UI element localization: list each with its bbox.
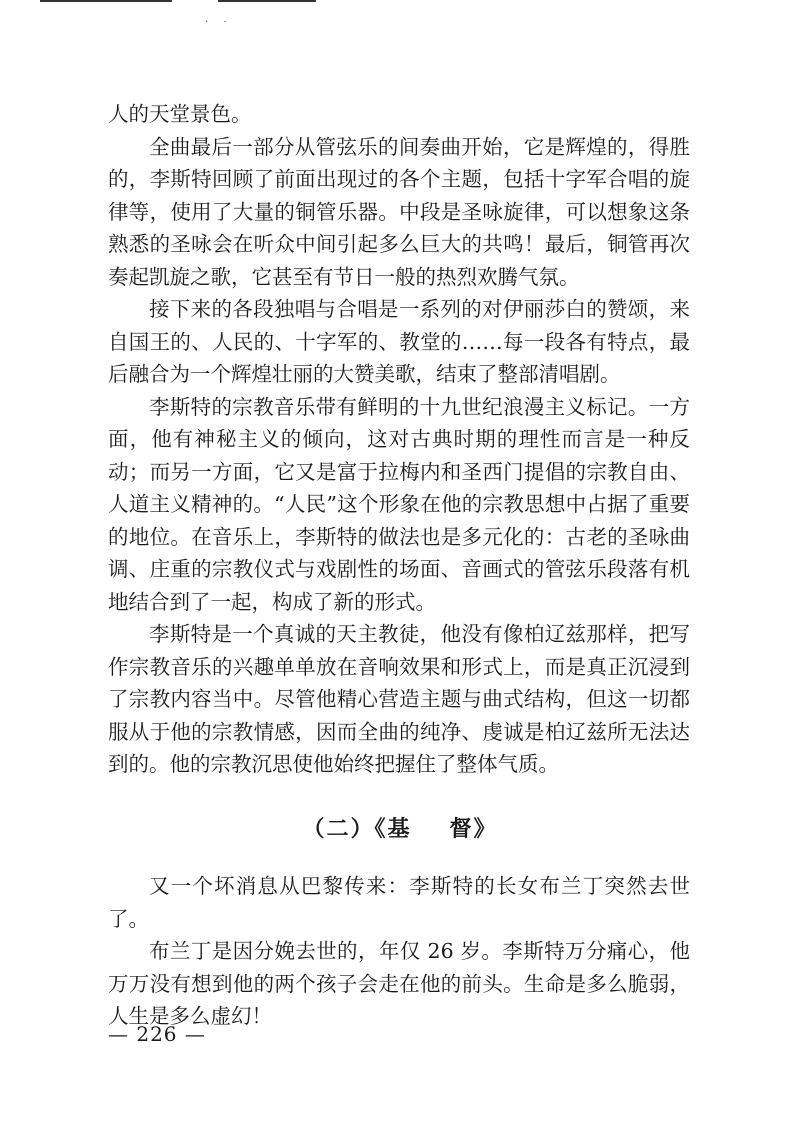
body-text bbox=[108, 98, 690, 781]
section-title-part: 《基 bbox=[374, 816, 412, 842]
page-number: — 226 — bbox=[108, 1022, 206, 1046]
section-heading bbox=[0, 812, 800, 843]
scan-edge-mark bbox=[40, 0, 172, 2]
paragraph: 李斯特是一个真诚的天主教徒，他没有像柏辽兹那样，把写作宗教音乐的兴趣单单放在音响效果和形式上，而是真正沉浸到了宗教内容当中。尽管他精心营造主题与曲式结构，但这一切都服从于他的宗教情感，因而全曲的纯净、虔诚是柏辽兹所无法达到的。他的宗教沉思使他始终把握住了整体气质。 bbox=[108, 622, 690, 776]
paragraph: 布兰丁是因分娩去世的，年仅 26 岁。李斯特万分痛心，他万万没有想到他的两个孩子会走在他的前头。生命是多么脆弱，人生是多么虚幻！ bbox=[108, 939, 690, 1028]
paragraph: 李斯特的宗教音乐带有鲜明的十九世纪浪漫主义标记。一方面，他有神秘主义的倾向，这对古典时期的理性而言是一种反动；而另一方面，它又是富于拉梅内和圣西门提倡的宗教自由、人道主义精神的。“人民”这个形象在他的宗教思想中占据了重要的地位。在音乐上，李斯特的做法也是多元化的：古老的圣咏曲调、庄重的宗教仪式与戏剧性的场面、音画式的管弦乐段落有机地结合到了一起，构成了新的形式。 bbox=[108, 394, 690, 614]
scan-dots: . . bbox=[205, 14, 233, 25]
body-text-continued bbox=[108, 870, 690, 1033]
scan-edge-mark bbox=[218, 0, 316, 2]
section-title-part: 督》 bbox=[449, 816, 498, 842]
section-number: （二） bbox=[302, 816, 375, 842]
paragraph: 接下来的各段独唱与合唱是一系列的对伊丽莎白的赞颂，来自国王的、人民的、十字军的、教堂的……每一段各有特点，最后融合为一个辉煌壮丽的大赞美歌，结束了整部清唱剧。 bbox=[108, 297, 690, 386]
paragraph: 人的天堂景色。 bbox=[108, 102, 252, 126]
paragraph: 全曲最后一部分从管弦乐的间奏曲开始，它是辉煌的，得胜的，李斯特回顾了前面出现过的各个主题，包括十字军合唱的旋律等，使用了大量的铜管乐器。中段是圣咏旋律，可以想象这条熟悉的圣咏会在听众中间引起多么巨大的共鸣！最后，铜管再次奏起凯旋之歌，它甚至有节日一般的热烈欢腾气氛。 bbox=[108, 134, 690, 289]
paragraph: 又一个坏消息从巴黎传来：李斯特的长女布兰丁突然去世了。 bbox=[108, 874, 690, 931]
